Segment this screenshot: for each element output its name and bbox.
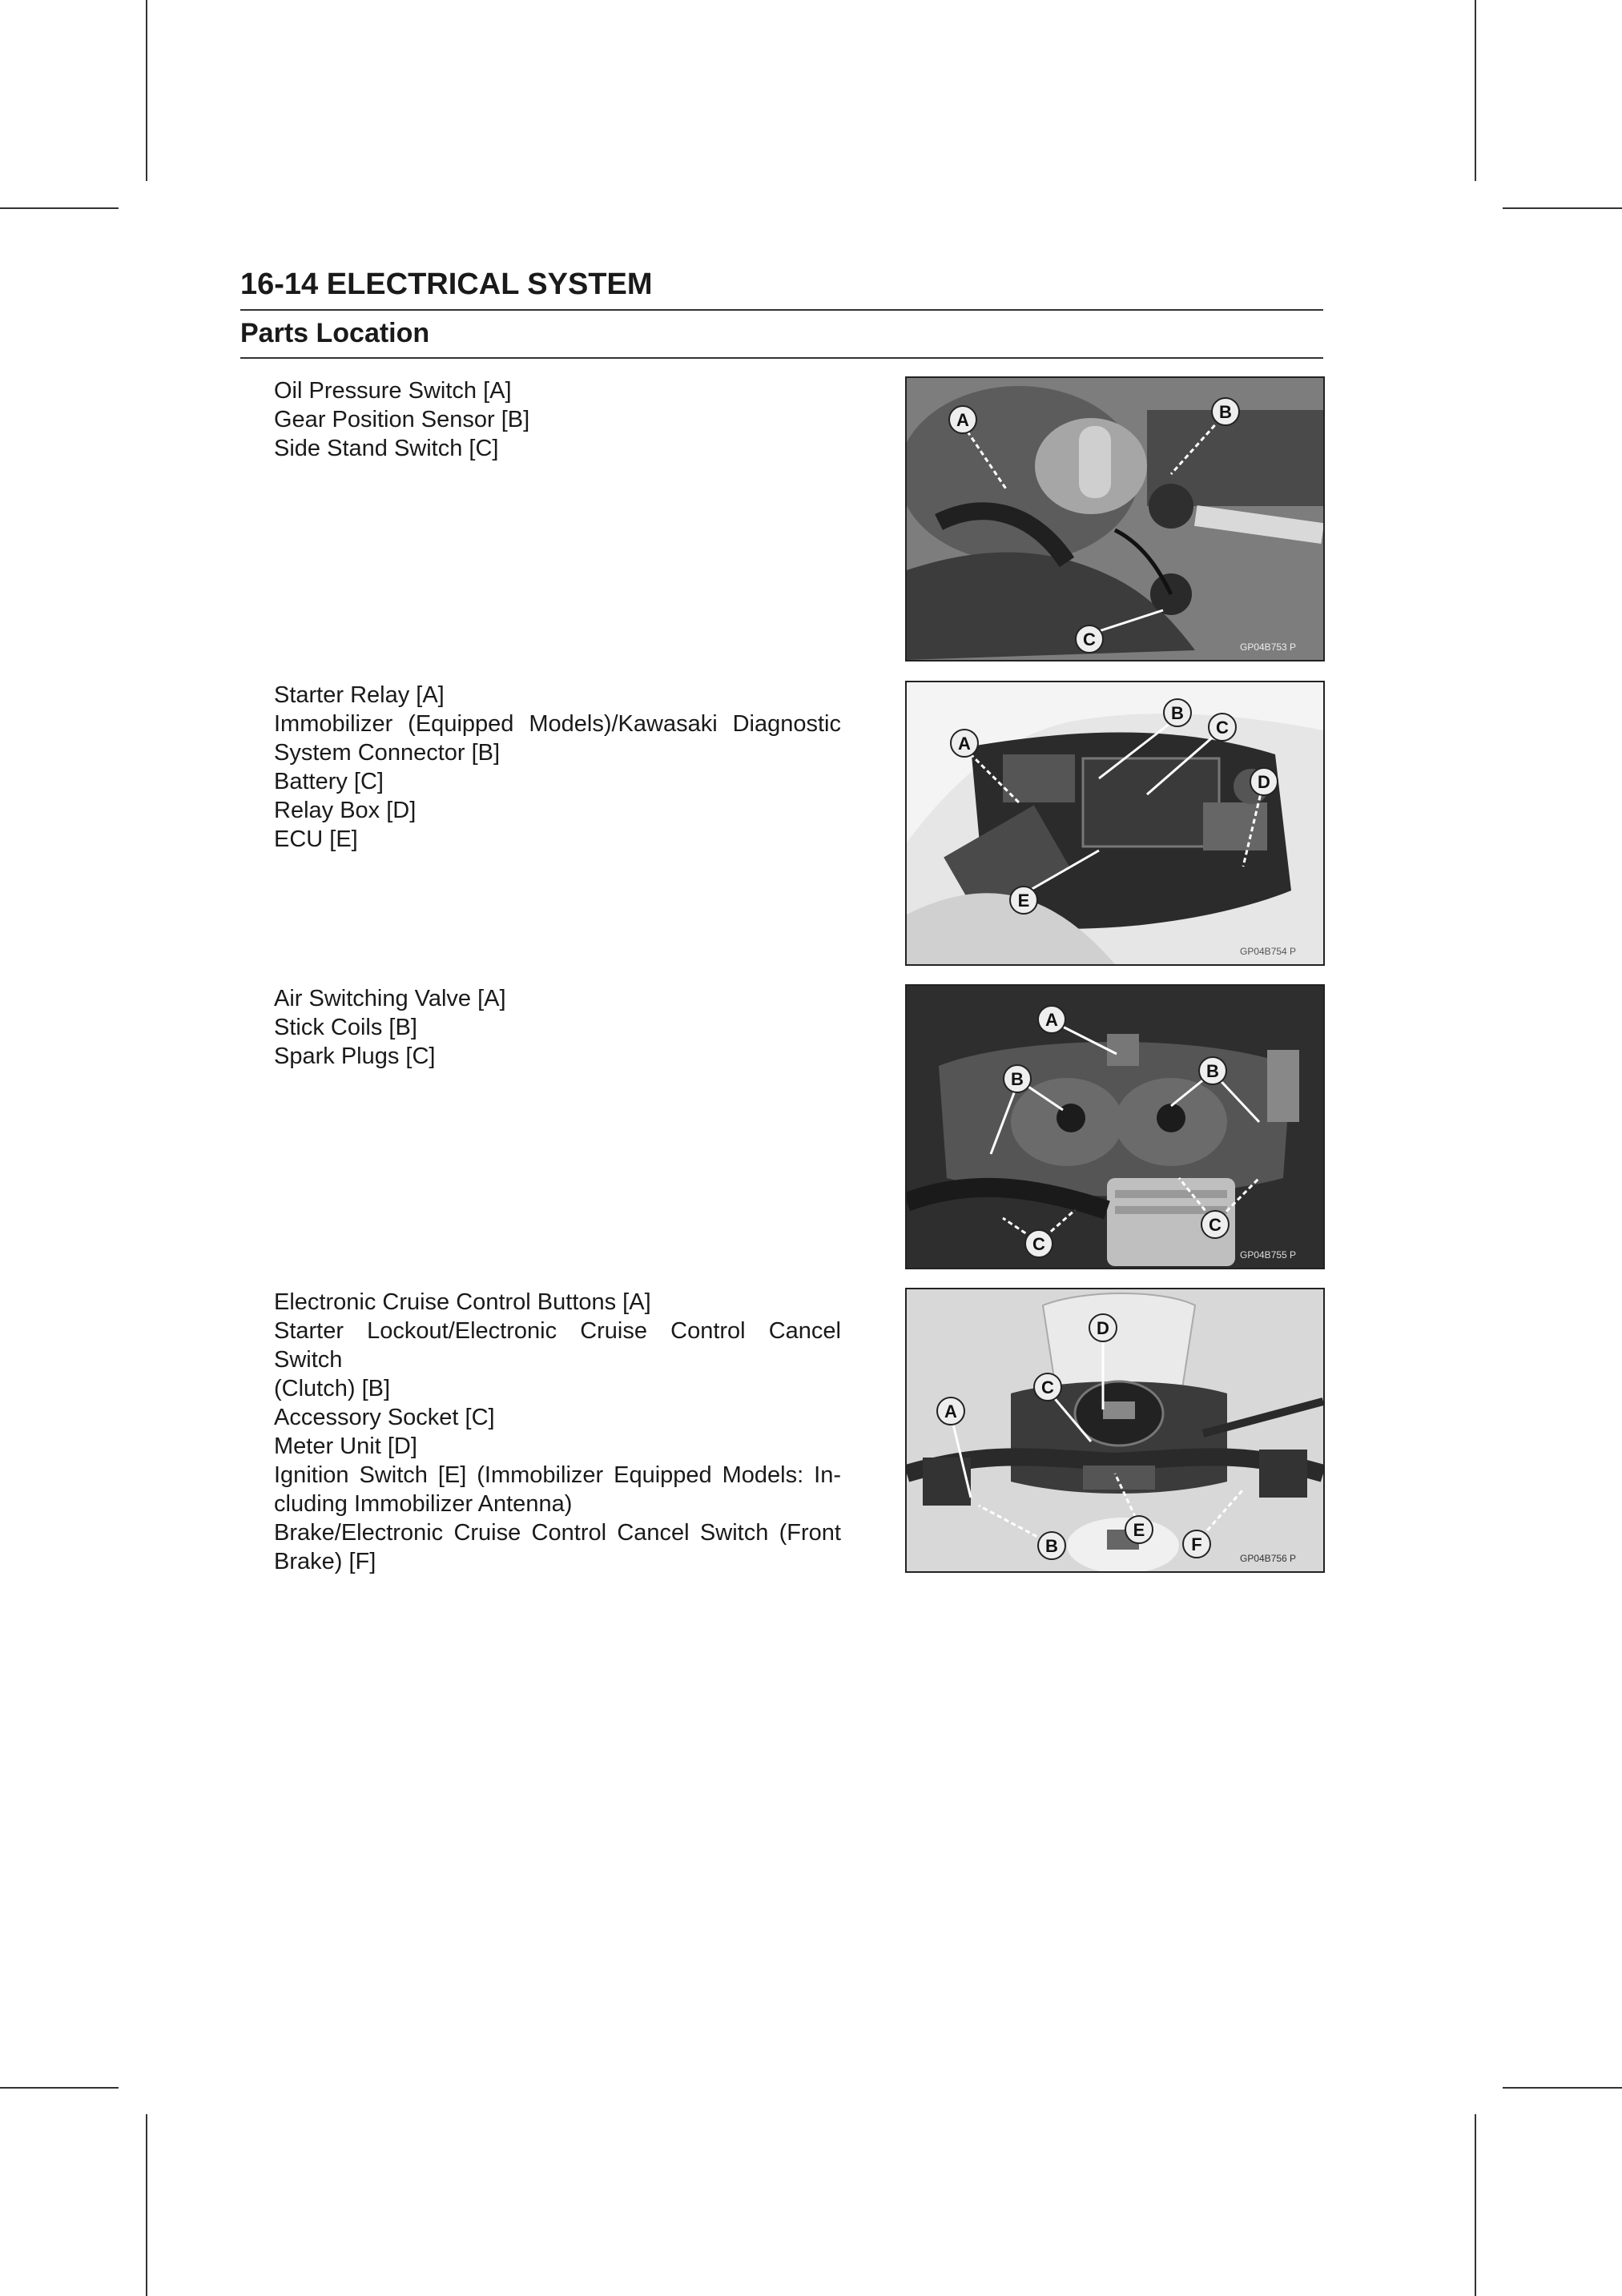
callout-label: E bbox=[1017, 891, 1030, 911]
callout-label: F bbox=[1191, 1534, 1202, 1554]
crop-mark bbox=[1475, 2114, 1476, 2296]
callout-label: A bbox=[956, 410, 969, 430]
parts-block-3 bbox=[240, 984, 1323, 1269]
callout-label: D bbox=[1258, 772, 1270, 792]
callout-label: B bbox=[1011, 1069, 1024, 1089]
part-line: Electronic Cruise Control Buttons [A] bbox=[274, 1289, 651, 1315]
part-line: Accessory Socket [C] bbox=[274, 1405, 495, 1430]
crop-mark bbox=[0, 2087, 119, 2089]
callout-label: C bbox=[1209, 1215, 1222, 1235]
photo-code: GP04B753 P bbox=[1240, 641, 1297, 653]
part-line: Meter Unit [D] bbox=[274, 1433, 417, 1459]
page-title: 16-14 ELECTRICAL SYSTEM bbox=[240, 264, 1323, 311]
callout-label: B bbox=[1206, 1061, 1219, 1081]
part-line: Immobilizer (Equipped Models)/Kawasaki Diagnostic bbox=[274, 711, 841, 737]
section-title: Parts Location bbox=[240, 311, 1323, 359]
parts-block-1 bbox=[240, 376, 1323, 661]
callout-label: A bbox=[1045, 1010, 1058, 1030]
callout-label: B bbox=[1219, 402, 1232, 422]
part-line: Side Stand Switch [C] bbox=[274, 436, 499, 461]
callout-label: C bbox=[1216, 718, 1229, 738]
photo-code: GP04B756 P bbox=[1240, 1553, 1297, 1564]
crop-mark bbox=[1503, 207, 1622, 209]
parts-block-2 bbox=[240, 681, 1323, 966]
part-line: Battery [C] bbox=[274, 769, 384, 794]
part-line: cluding Immobilizer Antenna) bbox=[274, 1491, 573, 1517]
crop-mark bbox=[1503, 2087, 1622, 2089]
part-line: Starter Relay [A] bbox=[274, 682, 445, 708]
callout-label: A bbox=[958, 734, 971, 754]
crop-mark bbox=[146, 0, 147, 181]
part-line: System Connector [B] bbox=[274, 740, 501, 766]
crop-mark bbox=[146, 2114, 147, 2296]
callout-label: D bbox=[1097, 1318, 1109, 1338]
engine-left-photo bbox=[905, 376, 1325, 661]
callout-label: B bbox=[1045, 1536, 1058, 1556]
parts-list bbox=[274, 1288, 841, 1576]
battery-area-photo bbox=[905, 681, 1325, 966]
part-line: Spark Plugs [C] bbox=[274, 1043, 436, 1069]
page-header bbox=[240, 264, 1323, 359]
callout-label: C bbox=[1041, 1377, 1054, 1397]
photo-code: GP04B754 P bbox=[1240, 946, 1297, 957]
part-line: Oil Pressure Switch [A] bbox=[274, 378, 512, 404]
part-line: Relay Box [D] bbox=[274, 798, 417, 823]
callout-label: C bbox=[1083, 629, 1096, 649]
parts-block-4 bbox=[240, 1288, 1323, 1573]
crop-mark bbox=[0, 207, 119, 209]
crop-mark bbox=[1475, 0, 1476, 181]
handlebar-cockpit-photo bbox=[905, 1288, 1325, 1573]
part-line: ECU [E] bbox=[274, 826, 358, 852]
part-line: Gear Position Sensor [B] bbox=[274, 407, 530, 432]
parts-list bbox=[274, 681, 841, 854]
callout-label: E bbox=[1133, 1520, 1145, 1540]
callout-label: B bbox=[1171, 703, 1184, 723]
part-line: Brake) [F] bbox=[274, 1549, 376, 1574]
part-line: (Clutch) [B] bbox=[274, 1376, 391, 1401]
photo-code: GP04B755 P bbox=[1240, 1249, 1297, 1261]
part-line: Ignition Switch [E] (Immobilizer Equipped Models: In- bbox=[274, 1462, 841, 1488]
part-line: Starter Lockout/Electronic Cruise Control Cancel Switch bbox=[274, 1318, 841, 1373]
part-line: Air Switching Valve [A] bbox=[274, 986, 506, 1011]
part-line: Stick Coils [B] bbox=[274, 1015, 417, 1040]
callout-label: A bbox=[944, 1401, 957, 1421]
cylinder-head-photo bbox=[905, 984, 1325, 1269]
callout-label: C bbox=[1032, 1234, 1045, 1254]
part-line: Brake/Electronic Cruise Control Cancel Switch (Front bbox=[274, 1520, 841, 1546]
